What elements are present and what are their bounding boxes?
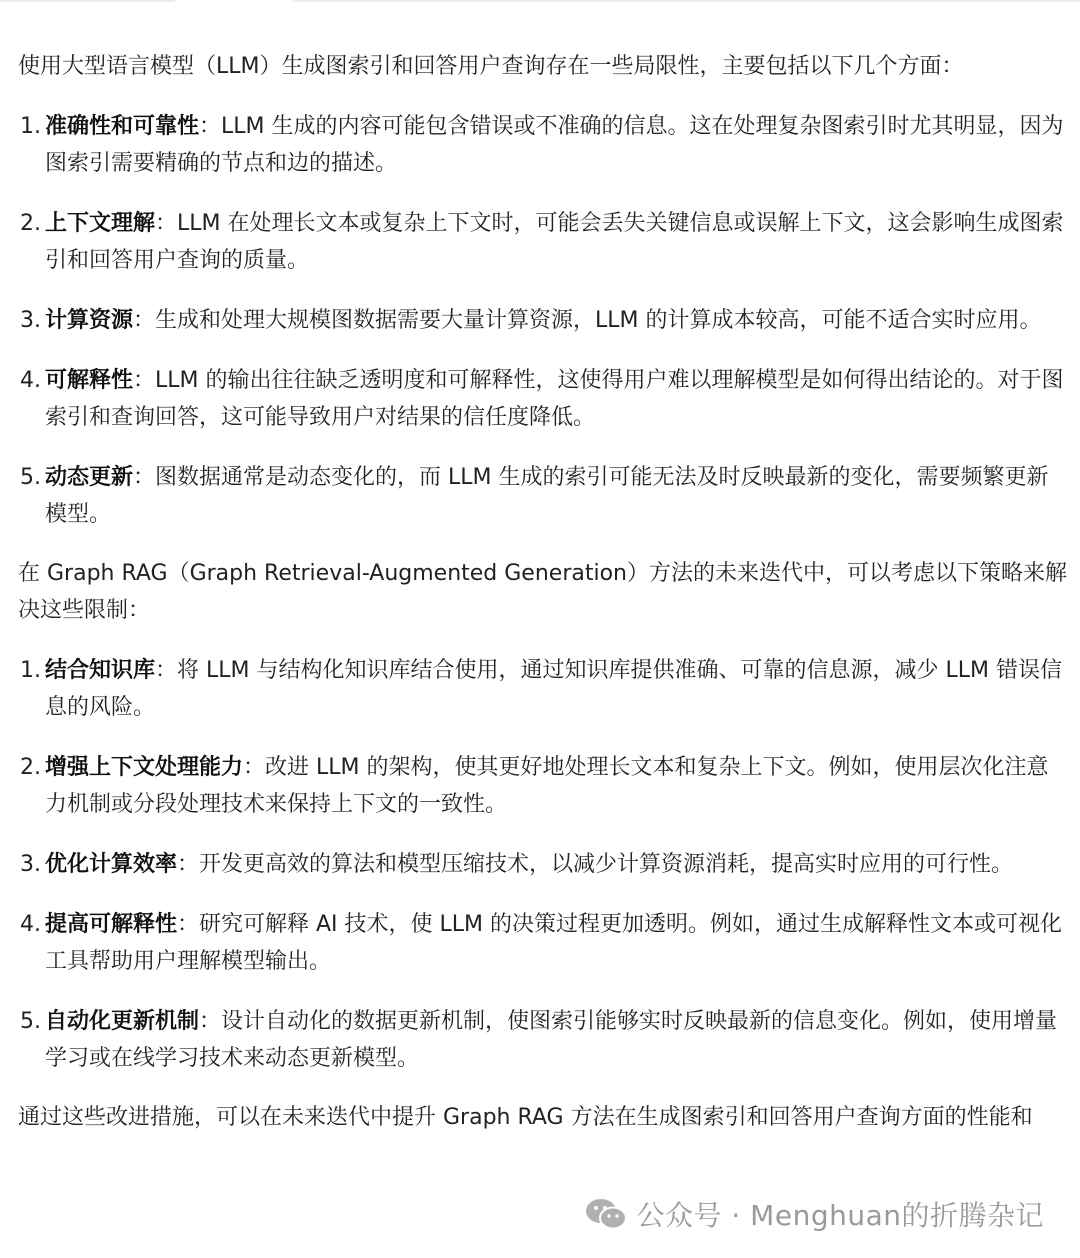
list-number: 1. [20,114,41,139]
list-item [18,906,1068,980]
list-item [18,205,1068,279]
list-number: 1. [20,658,41,683]
list-item-title: 可解释性 [45,368,134,393]
list-item-text: ：LLM 在处理长文本或复杂上下文时，可能会丢失关键信息或误解上下文，这会影响生成图索引和回答用户查询的质量。 [45,211,1064,273]
list-item-title: 计算资源 [45,308,134,333]
article-body [18,48,1068,1136]
wechat-watermark [584,1194,1044,1234]
intro-paragraph: 使用大型语言模型（LLM）生成图索引和回答用户查询存在一些局限性，主要包括以下几个方面： [18,54,964,79]
top-tab-indicator [175,0,293,2]
top-divider [0,0,1080,2]
list-number: 5. [20,1009,41,1034]
limitations-list [18,108,1068,533]
list-item [18,362,1068,436]
list-item-title: 准确性和可靠性 [45,114,200,139]
list-item-text: ：设计自动化的数据更新机制，使图索引能够实时反映最新的信息变化。例如，使用增量学习或在线学习技术来动态更新模型。 [45,1009,1058,1071]
list-item-text: ：研究可解释 AI 技术，使 LLM 的决策过程更加透明。例如，通过生成解释性文本或可视化工具帮助用户理解模型输出。 [45,912,1063,974]
list-item-title: 提高可解释性 [45,912,178,937]
list-item [18,846,1068,883]
list-item-title: 优化计算效率 [45,852,178,877]
conclusion-paragraph: 通过这些改进措施，可以在未来迭代中提升 Graph RAG 方法在生成图索引和回答用户查询方面的性能和 [18,1105,1033,1130]
list-number: 3. [20,308,41,333]
list-item [18,749,1068,823]
list-item-text: ：改进 LLM 的架构，使其更好地处理长文本和复杂上下文。例如，使用层次化注意力机制或分段处理技术来保持上下文的一致性。 [45,755,1049,817]
list-item [18,302,1068,339]
list-item [18,459,1068,533]
list-item-title: 自动化更新机制 [45,1009,200,1034]
list-item-text: ：生成和处理大规模图数据需要大量计算资源，LLM 的计算成本较高，可能不适合实时应用。 [133,308,1042,333]
list-item-text: ：LLM 的输出往往缺乏透明度和可解释性，这使得用户难以理解模型是如何得出结论的。对于图索引和查询回答，这可能导致用户对结果的信任度降低。 [45,368,1064,430]
list-item-text: ：图数据通常是动态变化的，而 LLM 生成的索引可能无法及时反映最新的变化，需要频繁更新模型。 [45,465,1049,527]
list-item [18,652,1068,726]
list-item-text: ：开发更高效的算法和模型压缩技术，以减少计算资源消耗，提高实时应用的可行性。 [177,852,1014,877]
list-item-title: 结合知识库 [45,658,156,683]
strategies-list [18,652,1068,1077]
list-item-title: 增强上下文处理能力 [45,755,244,780]
list-item-title: 上下文理解 [45,211,156,236]
list-number: 2. [20,211,41,236]
list-item [18,108,1068,182]
wechat-icon [584,1197,628,1231]
list-number: 5. [20,465,41,490]
list-item-text: ：LLM 生成的内容可能包含错误或不准确的信息。这在处理复杂图索引时尤其明显，因为图索引需要精确的节点和边的描述。 [45,114,1064,176]
list-item [18,1003,1068,1077]
list-number: 4. [20,912,41,937]
list-number: 2. [20,755,41,780]
list-number: 3. [20,852,41,877]
strategies-intro-paragraph: 在 Graph RAG（Graph Retrieval-Augmented Generation）方法的未来迭代中，可以考虑以下策略来解决这些限制： [18,561,1067,623]
list-item-title: 动态更新 [45,465,134,490]
watermark-text: 公众号 · Menghuan的折腾杂记 [636,1199,1044,1232]
list-item-text: ：将 LLM 与结构化知识库结合使用，通过知识库提供准确、可靠的信息源，减少 LLM 错误信息的风险。 [45,658,1062,720]
list-number: 4. [20,368,41,393]
